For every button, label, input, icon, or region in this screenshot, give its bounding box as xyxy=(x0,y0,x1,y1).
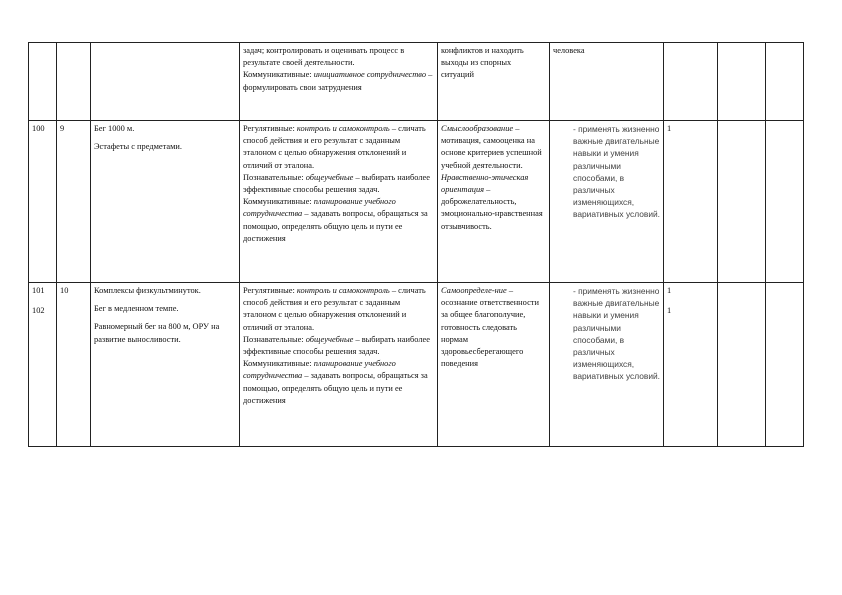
personal-text: – осознание ответственности за общее благополучие, готовность следовать нормам здоровьесберегающего поведения xyxy=(441,286,539,369)
lesson-plan-table xyxy=(28,42,804,447)
topic-cell xyxy=(91,283,240,447)
communicative-italic: планирование учебного сотрудничества xyxy=(243,359,396,381)
communicative-text: – задавать вопросы, обращаться за помощью, определять общую цель и пути ее достижения xyxy=(243,209,428,243)
cognitive-label: Познавательные: xyxy=(243,172,304,182)
regulative-label: Регулятивные: xyxy=(243,124,295,133)
regulative-text: – сличать способ действия и его результат с заданным эталоном с целью обнаружения отклонений и отличий от эталона. xyxy=(243,124,426,170)
regulative-label: Регулятивные: xyxy=(243,286,295,295)
subject-text: - применять жизненно важные двигательные навыки и умения различными способами, в различных изменяющихся, вариативных условий. xyxy=(573,124,660,220)
personal-italic: Нравственно-этическая ориентация xyxy=(441,172,529,195)
empty-cell xyxy=(718,43,766,121)
empty-cell xyxy=(766,283,804,447)
communicative-italic: инициативное сотрудничество xyxy=(313,70,427,80)
regulative-italic: контроль и самоконтроль xyxy=(296,124,390,133)
regulative-text: – сличать способ действия и его результат с заданным эталоном с целью обнаружения отклонений и отличий от эталона. xyxy=(243,286,426,332)
topic-line: Бег 1000 м. xyxy=(94,124,135,133)
empty-cell xyxy=(718,121,766,283)
communicative-italic: планирование учебного сотрудничества xyxy=(243,197,396,219)
communicative-label: Коммуникативные: xyxy=(243,70,312,80)
lesson-number: 102 xyxy=(32,306,45,316)
communicative-text: – формулировать свои затруднения xyxy=(243,70,433,92)
uud-text: задач; контролировать и оценивать процесс в результате своей деятельности. xyxy=(243,46,405,68)
personal-results-cell xyxy=(438,43,550,121)
lesson-number-cell: 100 xyxy=(29,121,57,283)
personal-italic: Самоопределе-ние xyxy=(441,286,507,295)
lesson-index-cell: 9 xyxy=(57,121,91,283)
subject-text: человека xyxy=(553,46,585,55)
personal-results-cell xyxy=(438,283,550,447)
topic-line: Бег в медленном темпе. xyxy=(94,304,179,314)
topic-line: Равномерный бег на 800 м, ОРУ на развитие выносливости. xyxy=(94,322,220,344)
lesson-number-cell xyxy=(29,283,57,447)
hours-cell xyxy=(664,283,718,447)
cognitive-italic: общеучебные xyxy=(305,172,354,182)
hours-value: 1 xyxy=(667,306,672,316)
subject-results-cell xyxy=(550,43,664,121)
uud-cell xyxy=(240,43,438,121)
empty-cell xyxy=(766,43,804,121)
topic-line: Эстафеты с предметами. xyxy=(94,142,182,152)
communicative-label: Коммуникативные: xyxy=(243,197,312,207)
communicative-label: Коммуникативные: xyxy=(243,359,312,369)
personal-text: – мотивация, самооценка на основе критериев успешной учебной деятельности. xyxy=(441,124,542,170)
regulative-italic: контроль и самоконтроль xyxy=(296,286,390,295)
personal-italic: Смыслообразование xyxy=(441,124,514,133)
cognitive-text: – выбирать наиболее эффективные способы решения задач. xyxy=(243,172,430,195)
lesson-number-cell xyxy=(29,43,57,121)
personal-results-cell xyxy=(438,121,550,283)
topic-cell xyxy=(91,121,240,283)
hours-cell: 1 xyxy=(664,121,718,283)
uud-cell xyxy=(240,283,438,447)
hours-value: 1 xyxy=(667,286,672,295)
cognitive-italic: общеучебные xyxy=(305,334,354,344)
subject-results-cell xyxy=(550,121,664,283)
cognitive-text: – выбирать наиболее эффективные способы решения задач. xyxy=(243,334,430,357)
table-row xyxy=(29,43,804,121)
cognitive-label: Познавательные: xyxy=(243,334,304,344)
empty-cell xyxy=(718,283,766,447)
topic-cell xyxy=(91,43,240,121)
lesson-index-cell xyxy=(57,43,91,121)
empty-cell xyxy=(766,121,804,283)
lesson-index-cell: 10 xyxy=(57,283,91,447)
communicative-text: – задавать вопросы, обращаться за помощью, определять общую цель и пути ее достижения xyxy=(243,371,428,405)
table-row xyxy=(29,121,804,283)
table-row xyxy=(29,283,804,447)
subject-text: - применять жизненно важные двигательные навыки и умения различными способами, в различных изменяющихся, вариативных условий. xyxy=(573,286,660,382)
empty-cell xyxy=(664,43,718,121)
lesson-number: 101 xyxy=(32,286,45,295)
personal-text: конфликтов и находить выходы из спорных ситуаций xyxy=(441,46,524,80)
uud-cell xyxy=(240,121,438,283)
subject-results-cell xyxy=(550,283,664,447)
topic-line: Комплексы физкультминуток. xyxy=(94,286,201,295)
personal-text: – доброжелательность, эмоционально-нравственная отзывчивость. xyxy=(441,185,543,231)
